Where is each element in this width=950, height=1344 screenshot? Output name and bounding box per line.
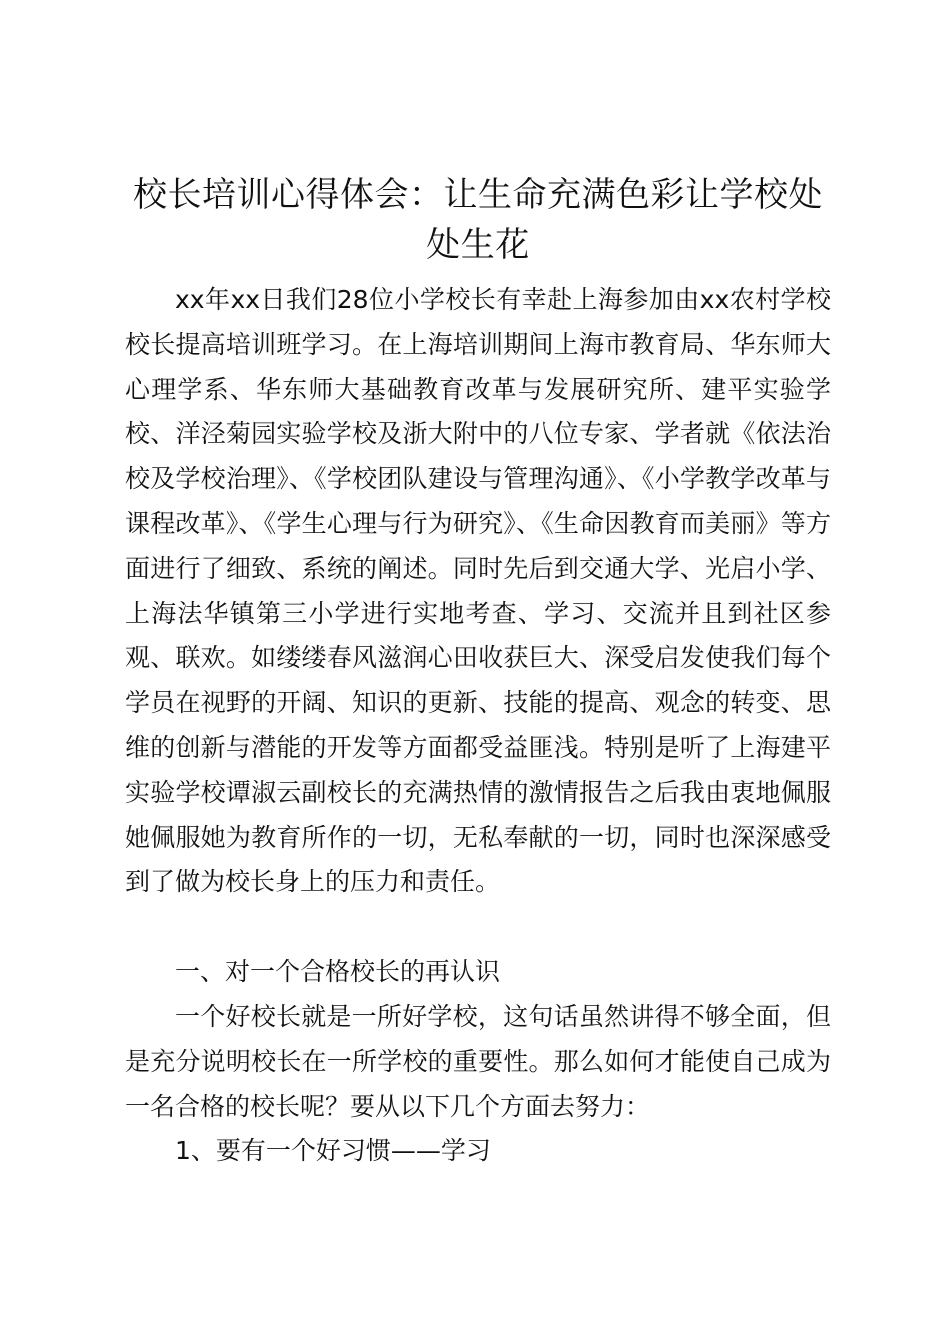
intro-paragraph: xx年xx日我们28位小学校长有幸赴上海参加由xx农村学校校长提高培训班学习。在上海培训期间上海市教育局、华东师大心理学系、华东师大基础教育改革与发展研究所、建平实验学校、洋泾菊园实验学校及浙大附中的八位专家、学者就《依法治校及学校治理》、《学校团队建设与管理沟通》、《小学教学改革与课程改革》、《学生心理与行为研究》、《生命因教育而美丽》等方面进行了细致、系统的阐述。同时先后到交通大学、光启小学、上海法华镇第三小学进行实地考查、学习、交流并且到社区参观、联欢。如缕缕春风滋润心田收获巨大、深受启发使我们每个学员在视野的开阔、知识的更新、技能的提高、观念的转变、思维的创新与潜能的开发等方面都受益匪浅。特别是听了上海建平实验学校谭淑云副校长的充满热情的激情报告之后我由衷地佩服她佩服她为教育所作的一切，无私奉献的一切，同时也深深感受到了做为校长身上的压力和责任。 <box>125 285 831 897</box>
section-paragraph-1: 一个好校长就是一所好学校，这句话虽然讲得不够全面，但是充分说明校长在一所学校的重要性。那么如何才能使自己成为一名合格的校长呢？要从以下几个方面去努力： <box>125 1002 831 1121</box>
subsection-heading-1: 1、要有一个好习惯——学习 <box>175 1136 491 1165</box>
section-heading-1: 一、对一个合格校长的再认识 <box>175 957 501 986</box>
document-title: 校长培训心得体会：让生命充满色彩让学校处处生花 <box>133 175 823 265</box>
